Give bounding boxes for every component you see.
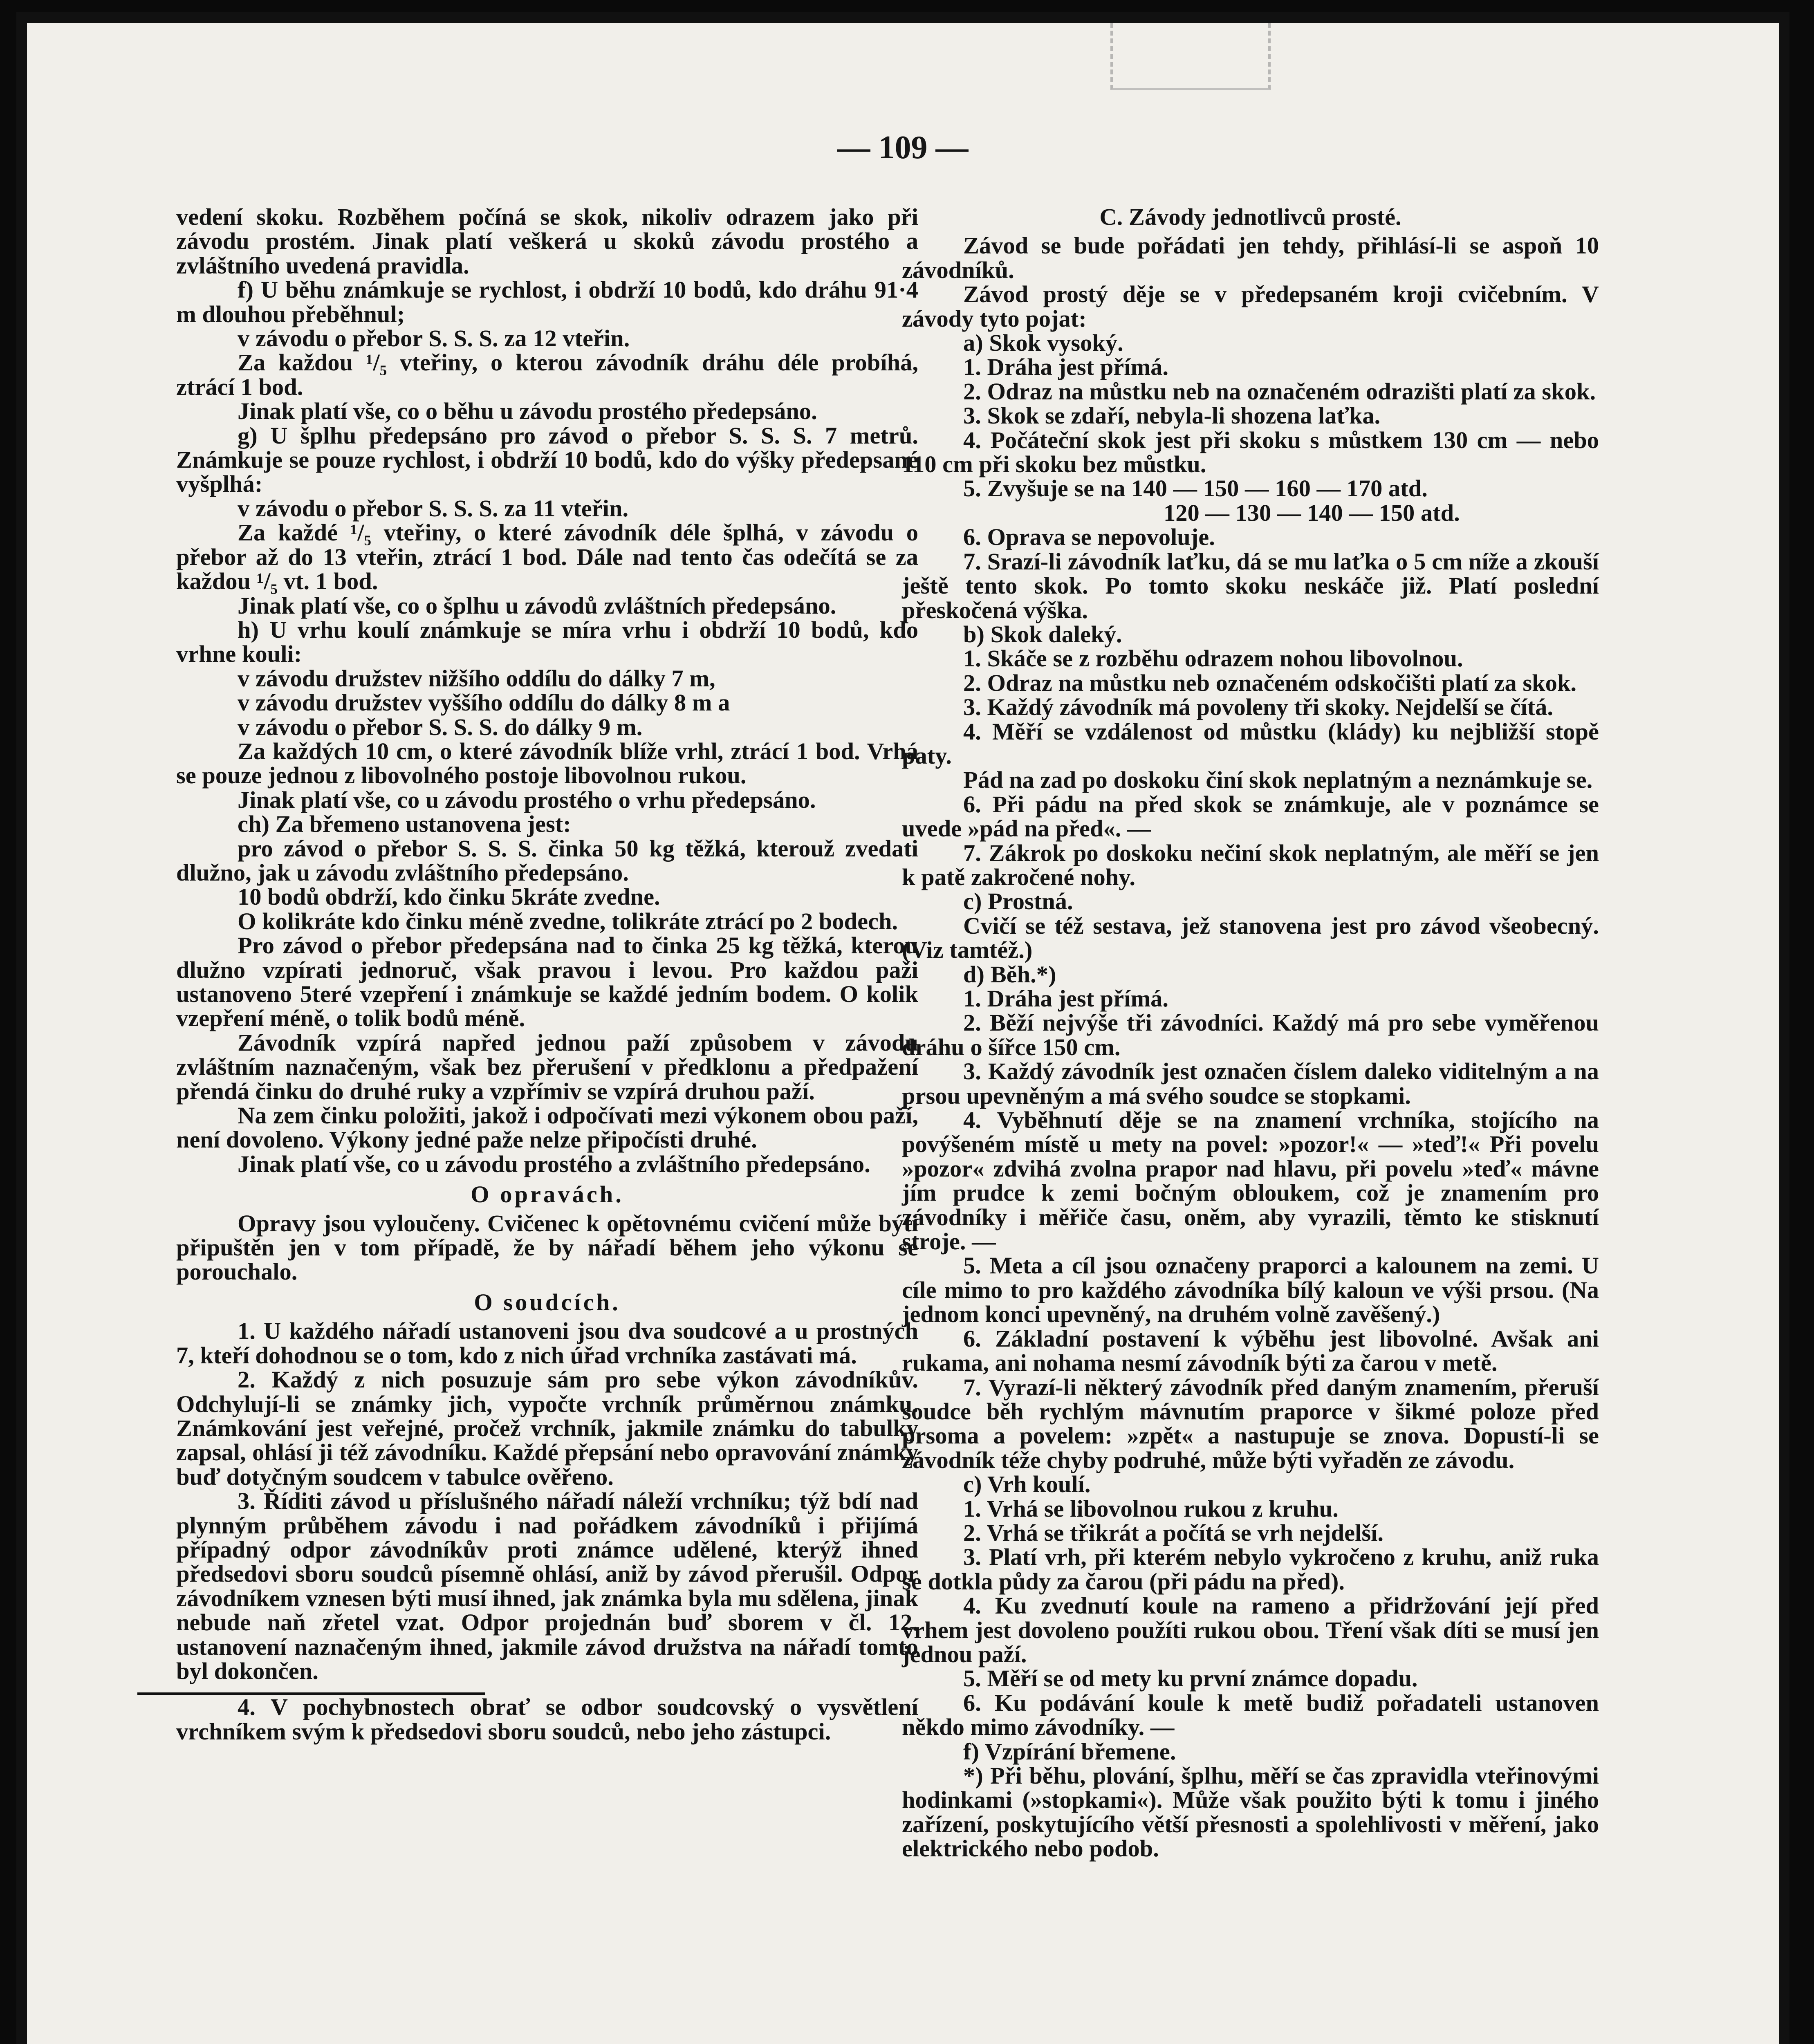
paragraph: Jinak platí vše, co o běhu u závodu prostého předepsáno.	[238, 398, 817, 425]
scan-artifact	[1110, 23, 1271, 90]
paragraph: vedení skoku. Rozběhem počíná se skok, nikoliv odrazem jako při závodu prostém. Jinak platí veškerá u skoků závodu prostého a zvláštního uvedená pravidla.	[176, 204, 918, 279]
paragraph: 1. U každého nářadí ustanoveni jsou dva soudcové a u prostných 7, kteří dohodnou se o tom, kdo z nich úřad vrchníka zastávati má.	[176, 1318, 918, 1369]
paragraph: h) U vrhu koulí známkuje se míra vrhu i obdrží 10 bodů, kdo vrhne kouli:	[176, 616, 918, 668]
paragraph: 120 — 130 — 140 — 150 atd.	[1164, 499, 1460, 526]
paragraph: v závodu o přebor S. S. S. za 12 vteřin.	[238, 325, 630, 352]
paragraph: 7. Vyrazí-li některý závodník před daným znamením, přeruší soudce běh rychlým mávnutím praporce v šikmé poloze před prsoma a povelem: »zpět« a nastupuje se znova. Dopustí-li se závodník téže chyby podruhé, může býti vyřaděn ze závodu.	[902, 1374, 1599, 1473]
paragraph: 1. Skáče se z rozběhu odrazem nohou libovolnou.	[963, 645, 1463, 672]
paragraph: O kolikráte kdo činku méně zvedne, tolikráte ztrácí po 2 bodech.	[238, 908, 898, 935]
paragraph: g) U šplhu předepsáno pro závod o přebor S. S. S. 7 metrů. Známkuje se pouze rychlost, i obdrží 10 bodů, kdo do výšky předepsané vyšplhá:	[176, 422, 918, 498]
paragraph: Na zem činku položiti, jakož i odpočívati mezi výkonem obou paží, není dovoleno. Výkony jedné paže nelze připočísti druhé.	[176, 1102, 918, 1153]
paragraph: 2. Odraz na můstku neb označeném odskočišti platí za skok.	[963, 669, 1577, 696]
paragraph: 6. Oprava se nepovoluje.	[963, 524, 1215, 551]
paragraph: 2. Běží nejvýše tři závodníci. Každý má pro sebe vyměřenou dráhu o šířce 150 cm.	[902, 1009, 1599, 1060]
paragraph: 4. Měří se vzdálenost od můstku (klády) ku nejbližší stopě paty.	[902, 718, 1599, 769]
paragraph: 2. Každý z nich posuzuje sám pro sebe výkon závodníkův. Odchylují-li se známky jich, vypočte vrchník průměrnou známku. Známkování jest veřejné, pročež vrchník, jakmile známku do tabulky zapsal, ohlásí ji též závodníku. Každé přepsání nebo opravování známky buď dotyčným soudcem v tabulce ověřeno.	[176, 1366, 918, 1490]
footnote: *) Při běhu, plování, šplhu, měří se čas zpravidla vteřinovými hodinkami (»stopkami«). Může však použito býti k tomu i jiného zařízení, poskytujícího větší přesnosti a spolehlivosti v měření, jako elektrického nebo podob.	[902, 1762, 1599, 1862]
paragraph: 4. Počáteční skok jest při skoku s můstkem 130 cm — nebo 110 cm při skoku bez můstku.	[902, 426, 1599, 478]
paragraph: Opravy jsou vyloučeny. Cvičenec k opětovnému cvičení může býti připuštěn jen v tom případě, že by nářadí během jeho výkonu se porouchalo.	[176, 1210, 918, 1285]
paragraph: 5. Zvyšuje se na 140 — 150 — 160 — 170 atd.	[963, 475, 1428, 502]
paragraph: pro závod o přebor S. S. S. činka 50 kg těžká, kterouž zvedati dlužno, jak u závodu zvláštního předepsáno.	[176, 835, 918, 886]
paragraph: d) Běh.*)	[963, 961, 1056, 988]
paragraph: Za každou ¹/₅ vteřiny, o kterou závodník dráhu déle probíhá, ztrácí 1 bod.	[176, 349, 918, 400]
paragraph: 3. Každý závodník jest označen číslem daleko viditelným a na prsou upevněným a má svého soudce se stopkami.	[902, 1058, 1599, 1109]
paragraph: 4. Ku zvednutí koule na rameno a přidržování její před vrhem jest dovoleno použíti rukou obou. Tření však díti se musí jen jednou paží.	[902, 1592, 1599, 1667]
paragraph: a) Skok vysoký.	[963, 329, 1123, 356]
paragraph: 10 bodů obdrží, kdo činku 5kráte zvedne.	[238, 883, 660, 910]
paragraph: c) Prostná.	[963, 888, 1073, 915]
paragraph: c) Vrh koulí.	[963, 1471, 1091, 1498]
section-heading-opravy: O opravách.	[471, 1181, 624, 1208]
paragraph: 6. Ku podávání koule k metě budiž pořadateli ustanoven někdo mimo závodníky. —	[902, 1689, 1599, 1741]
left-column	[176, 205, 918, 1744]
paragraph: Závod prostý děje se v předepsaném kroji cvičebním. V závody tyto pojat:	[902, 281, 1599, 332]
paragraph: Pád na zad po doskoku činí skok neplatným a neznámkuje se.	[963, 766, 1593, 793]
paragraph: 4. Vyběhnutí děje se na znamení vrchníka, stojícího na povýšeném místě u mety na povel: »pozor!« — »teď!« Při povelu »pozor« zdvihá zvolna prapor nad hlavu, při povelu »teď« mávne jím prudce k zemi bočným obloukem, což je znamením pro závodníky i měřiče času, oněm, aby vyrazili, těmto ke stisknutí stroje. —	[902, 1107, 1599, 1255]
paragraph: 6. Při pádu na před skok se známkuje, ale v poznámce se uvede »pád na před«. —	[902, 791, 1599, 842]
paragraph: Jinak platí vše, co o šplhu u závodů zvláštních předepsáno.	[238, 592, 836, 619]
paragraph: Za každé ¹/₅ vteřiny, o které závodník déle šplhá, v závodu o přebor až do 13 vteřin, ztrácí 1 bod. Dále nad tento čas odečítá se za každou ¹/₅ vt. 1 bod.	[176, 519, 918, 595]
paragraph: 7. Srazí-li závodník laťku, dá se mu laťka o 5 cm níže a zkouší ještě tento skok. Po tomto skoku neskáče již. Platí poslední přeskočená výška.	[902, 548, 1599, 623]
paragraph: f) Vzpírání břemene.	[963, 1738, 1176, 1765]
paragraph: 3. Každý závodník má povoleny tři skoky. Nejdelší se čítá.	[963, 694, 1554, 721]
paragraph: v závodu o přebor S. S. S. za 11 vteřin.	[238, 495, 629, 522]
paragraph: b) Skok daleký.	[963, 621, 1122, 648]
paragraph: 2. Odraz na můstku neb na označeném odrazišti platí za skok.	[963, 378, 1596, 405]
paragraph: 1. Dráha jest přímá.	[963, 354, 1169, 381]
paragraph: v závodu družstev vyššího oddílu do dálky 8 m a	[238, 689, 730, 716]
paragraph: 6. Základní postavení k výběhu jest libovolné. Avšak ani rukama, ani nohama nesmí závodník býti za čarou v metě.	[902, 1325, 1599, 1376]
section-heading-zavody: C. Závody jednotlivců prosté.	[1099, 204, 1401, 230]
paragraph: 3. Skok se zdaří, nebyla-li shozena laťka.	[963, 402, 1381, 429]
paragraph: 1. Vrhá se libovolnou rukou z kruhu.	[963, 1495, 1339, 1522]
paragraph: v závodu družstev nižšího oddílu do dálky 7 m,	[238, 665, 715, 692]
paragraph: 4. V pochybnostech obrať se odbor soudcovský o vysvětlení vrchníkem svým k předsedovi sboru soudců, nebo jeho zástupci.	[176, 1694, 918, 1745]
paragraph: Pro závod o přebor předepsána nad to činka 25 kg těžká, kterou dlužno vzpírati jednoruč, však pravou i levou. Pro každou paži ustanoveno 5teré vzepření i známkuje se každé jedním bodem. O kolik vzepření méně, o tolik bodů méně.	[176, 932, 918, 1032]
document-page	[16, 12, 1789, 2044]
paragraph: Závodník vzpírá napřed jednou paží způsobem v závodu zvláštním naznačeným, však bez přerušení v předklonu a předpažení přendá činku do druhé ruky a vzpřímiv se vzpírá druhou paží.	[176, 1029, 918, 1105]
paragraph: Za každých 10 cm, o které závodník blíže vrhl, ztrácí 1 bod. Vrhá se pouze jednou z libovolného postoje libovolnou rukou.	[176, 737, 918, 789]
paragraph: 1. Dráha jest přímá.	[963, 985, 1169, 1012]
paragraph: Jinak platí vše, co u závodu prostého a zvláštního předepsáno.	[238, 1150, 870, 1177]
paragraph: Cvičí se též sestava, jež stanovena jest pro závod všeobecný. (Viz tamtéž.)	[902, 912, 1599, 964]
paragraph: Závod se bude pořádati jen tehdy, přihlásí-li se aspoň 10 závodníků.	[902, 232, 1599, 283]
paragraph: v závodu o přebor S. S. S. do dálky 9 m.	[238, 713, 643, 740]
paragraph: Jinak platí vše, co u závodu prostého o vrhu předepsáno.	[238, 786, 816, 813]
page-number: — 109 —	[837, 130, 969, 166]
paragraph: 5. Meta a cíl jsou označeny praporci a kalounem na zemi. U cíle mimo to pro každého závodníka bílý kaloun ve výši prsou. (Na jednom konci upevněný, na druhém volně zavěšený.)	[902, 1252, 1599, 1328]
paragraph: 3. Říditi závod u příslušného nářadí náleží vrchníku; týž bdí nad plynným průběhem závodu i nad pořádkem závodníků i přijímá případný odpor závodníkův proti známce udělené, kterýž ihned předsedovi sboru soudců písemně ohlásí, aniž by závod přerušil. Odpor závodníkem vznesen býti musí ihned, jak známka byla mu sdělena, jinak nebude naň zřetel vzat. Odpor projednán buď sborem v čl. 12. ustanovení naznačeným ihned, jakmile závod družstva na nářadí tomto byl dokončen.	[176, 1488, 918, 1684]
paragraph: ch) Za břemeno ustanovena jest:	[238, 811, 571, 838]
paragraph: 5. Měří se od mety ku první známce dopadu.	[963, 1665, 1418, 1692]
section-heading-soudci: O soudcích.	[474, 1289, 621, 1316]
paragraph: f) U běhu známkuje se rychlost, i obdrží 10 bodů, kdo dráhu 91·4 m dlouhou přeběhnul;	[176, 276, 918, 327]
right-column	[902, 205, 1599, 1861]
paragraph: 7. Zákrok po doskoku nečiní skok neplatným, ale měří se jen k patě zakročené nohy.	[902, 839, 1599, 890]
paragraph: 3. Platí vrh, při kterém nebylo vykročeno z kruhu, aniž ruka se dotkla půdy za čarou (při pádu na před).	[902, 1544, 1599, 1595]
paragraph: 2. Vrhá se třikrát a počítá se vrh nejdelší.	[963, 1519, 1383, 1546]
